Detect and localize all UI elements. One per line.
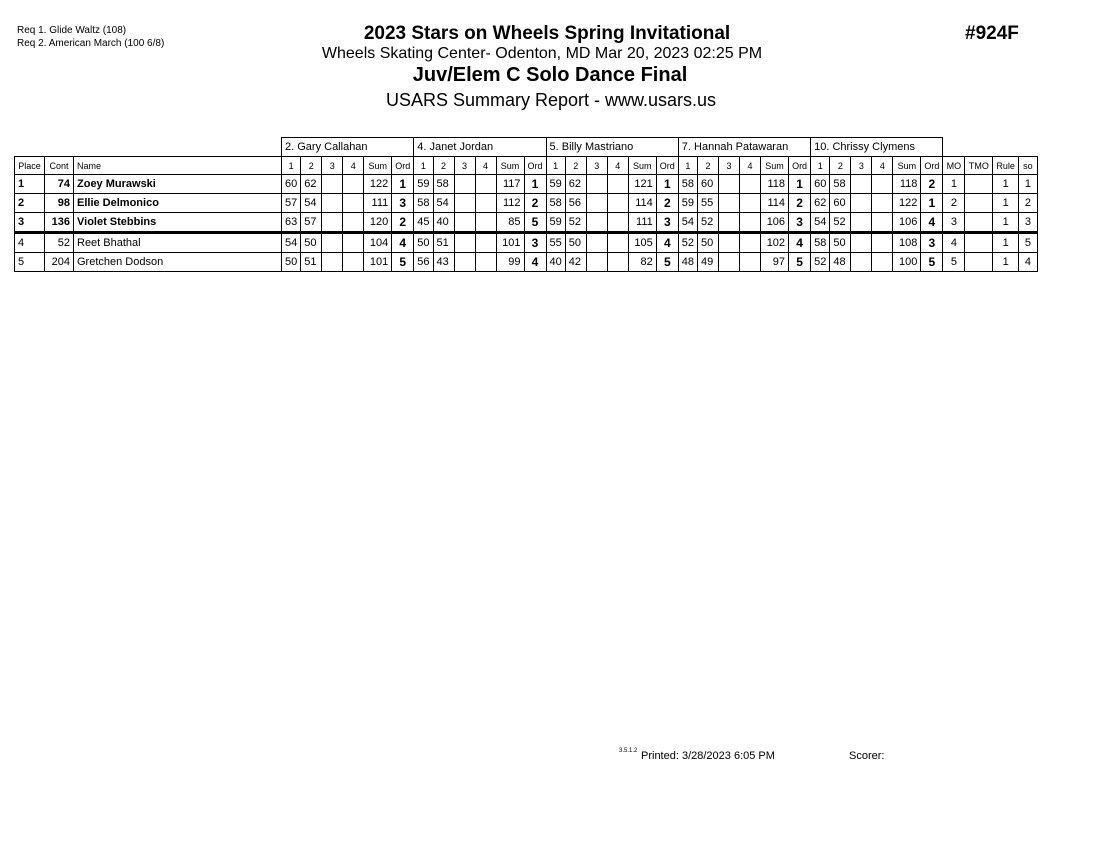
ordinal-cell: 3 [921, 233, 943, 253]
score-cell [454, 175, 475, 194]
score-cell [322, 194, 343, 213]
sum-cell: 106 [893, 213, 921, 233]
col-judge-ord: Ord [392, 157, 414, 175]
extra-cell-tmo [965, 253, 993, 272]
sum-cell: 99 [496, 253, 524, 272]
score-cell [343, 233, 364, 253]
score-cell: 45 [414, 213, 433, 233]
score-cell [719, 233, 740, 253]
col-judge-2: 2 [301, 157, 322, 175]
ordinal-cell: 4 [921, 213, 943, 233]
score-cell: 52 [830, 213, 851, 233]
score-cell [740, 175, 761, 194]
score-cell [586, 175, 607, 194]
division-title: Juv/Elem C Solo Dance Final [412, 64, 688, 86]
score-cell: 55 [546, 233, 565, 253]
score-cell [607, 213, 628, 233]
extra-cell-rule: 1 [993, 213, 1019, 233]
score-cell: 52 [678, 233, 697, 253]
score-cell: 50 [565, 233, 586, 253]
score-cell [475, 175, 496, 194]
col-judge-4: 4 [872, 157, 893, 175]
ordinal-cell: 5 [789, 253, 811, 272]
ordinal-cell: 5 [524, 213, 546, 233]
col-judge-3: 3 [586, 157, 607, 175]
printed-timestamp: Printed: 3/28/2023 6:05 PM [641, 750, 775, 762]
ordinal-cell: 4 [392, 233, 414, 253]
column-header-row [15, 157, 1038, 175]
score-cell: 59 [414, 175, 433, 194]
col-name: Name [74, 157, 282, 175]
sum-cell: 122 [893, 194, 921, 213]
extra-cell-rule: 1 [993, 253, 1019, 272]
col-judge-1: 1 [414, 157, 433, 175]
score-cell: 48 [830, 253, 851, 272]
judge-header-row [15, 138, 1038, 157]
ordinal-cell: 2 [524, 194, 546, 213]
extra-cell-tmo [965, 175, 993, 194]
col-place: Place [15, 157, 45, 175]
score-cell: 40 [546, 253, 565, 272]
sum-cell: 106 [761, 213, 789, 233]
score-cell: 51 [301, 253, 322, 272]
score-cell: 60 [830, 194, 851, 213]
sum-cell: 97 [761, 253, 789, 272]
score-cell: 59 [678, 194, 697, 213]
table-row [15, 175, 1038, 194]
score-cell [607, 253, 628, 272]
sum-cell: 122 [364, 175, 392, 194]
col-judge-ord: Ord [524, 157, 546, 175]
score-cell: 54 [811, 213, 830, 233]
score-cell: 49 [698, 253, 719, 272]
score-cell [322, 175, 343, 194]
sum-cell: 101 [364, 253, 392, 272]
table-row [15, 253, 1038, 272]
col-judge-sum: Sum [496, 157, 524, 175]
score-cell: 48 [678, 253, 697, 272]
col-judge-2: 2 [565, 157, 586, 175]
cont-cell: 136 [45, 213, 74, 233]
score-cell [454, 194, 475, 213]
score-cell: 60 [282, 175, 301, 194]
scorer-label: Scorer: [849, 750, 885, 762]
col-judge-2: 2 [698, 157, 719, 175]
place-cell: 3 [15, 213, 45, 233]
ordinal-cell: 1 [524, 175, 546, 194]
score-cell [872, 194, 893, 213]
judge-name: 5. Billy Mastriano [546, 138, 678, 157]
judge-row-spacer [943, 138, 1038, 157]
ordinal-cell: 5 [392, 253, 414, 272]
extra-cell-rule: 1 [993, 175, 1019, 194]
sum-cell: 121 [628, 175, 656, 194]
name-cell: Ellie Delmonico [74, 194, 282, 213]
score-cell [586, 213, 607, 233]
score-cell [322, 253, 343, 272]
col-judge-4: 4 [607, 157, 628, 175]
score-cell [851, 194, 872, 213]
score-cell [586, 194, 607, 213]
score-cell: 62 [811, 194, 830, 213]
judge-name: 2. Gary Callahan [282, 138, 414, 157]
score-cell [851, 213, 872, 233]
col-judge-sum: Sum [761, 157, 789, 175]
sum-cell: 120 [364, 213, 392, 233]
ordinal-cell: 1 [656, 175, 678, 194]
col-judge-3: 3 [851, 157, 872, 175]
col-judge-3: 3 [322, 157, 343, 175]
score-cell: 50 [830, 233, 851, 253]
judge-name: 4. Janet Jordan [414, 138, 546, 157]
col-judge-ord: Ord [789, 157, 811, 175]
score-cell: 56 [565, 194, 586, 213]
score-cell [851, 175, 872, 194]
sum-cell: 117 [496, 175, 524, 194]
requirement-1: Req 1. Glide Waltz (108) [17, 25, 127, 36]
score-cell: 52 [565, 213, 586, 233]
col-tmo: TMO [965, 157, 993, 175]
extra-cell-mo: 2 [943, 194, 965, 213]
col-judge-4: 4 [343, 157, 364, 175]
score-cell [586, 253, 607, 272]
score-cell: 57 [282, 194, 301, 213]
col-judge-sum: Sum [893, 157, 921, 175]
ordinal-cell: 2 [789, 194, 811, 213]
extra-cell-mo: 5 [943, 253, 965, 272]
col-judge-3: 3 [719, 157, 740, 175]
score-cell [343, 194, 364, 213]
score-cell: 40 [433, 213, 454, 233]
ordinal-cell: 3 [656, 213, 678, 233]
name-cell: Reet Bhathal [74, 233, 282, 253]
score-cell: 63 [282, 213, 301, 233]
judge-row-spacer [15, 138, 282, 157]
score-cell [475, 213, 496, 233]
score-cell [343, 213, 364, 233]
score-cell: 43 [433, 253, 454, 272]
extra-cell-so: 4 [1018, 253, 1037, 272]
score-cell: 50 [301, 233, 322, 253]
score-cell [719, 253, 740, 272]
sum-cell: 100 [893, 253, 921, 272]
score-cell: 58 [414, 194, 433, 213]
col-rule: Rule [993, 157, 1019, 175]
score-cell [719, 194, 740, 213]
extra-cell-so: 3 [1018, 213, 1037, 233]
score-cell: 62 [301, 175, 322, 194]
score-cell: 50 [414, 233, 433, 253]
score-cell: 57 [301, 213, 322, 233]
software-version: 3.5.1.2 [619, 748, 638, 754]
sum-cell: 104 [364, 233, 392, 253]
score-cell: 55 [698, 194, 719, 213]
score-cell [872, 175, 893, 194]
cont-cell: 204 [45, 253, 74, 272]
score-cell [454, 253, 475, 272]
ordinal-cell: 5 [656, 253, 678, 272]
score-cell [740, 194, 761, 213]
score-cell: 59 [546, 175, 565, 194]
table-row [15, 194, 1038, 213]
extra-cell-tmo [965, 233, 993, 253]
col-judge-sum: Sum [364, 157, 392, 175]
col-judge-1: 1 [678, 157, 697, 175]
venue-date: Wheels Skating Center- Odenton, MD Mar 20, 2023 02:25 PM [321, 45, 763, 62]
sum-cell: 105 [628, 233, 656, 253]
score-cell [872, 213, 893, 233]
col-judge-1: 1 [546, 157, 565, 175]
ordinal-cell: 5 [921, 253, 943, 272]
score-cell [607, 194, 628, 213]
score-cell: 50 [698, 233, 719, 253]
event-title: 2023 Stars on Wheels Spring Invitational [363, 23, 731, 44]
score-cell: 50 [282, 253, 301, 272]
col-judge-1: 1 [811, 157, 830, 175]
name-cell: Gretchen Dodson [74, 253, 282, 272]
score-cell [586, 233, 607, 253]
ordinal-cell: 3 [524, 233, 546, 253]
score-cell: 59 [546, 213, 565, 233]
score-cell [719, 213, 740, 233]
score-cell: 60 [698, 175, 719, 194]
sum-cell: 82 [628, 253, 656, 272]
sum-cell: 118 [761, 175, 789, 194]
score-cell [454, 233, 475, 253]
score-cell [740, 213, 761, 233]
sum-cell: 111 [364, 194, 392, 213]
table-row [15, 233, 1038, 253]
sum-cell: 114 [761, 194, 789, 213]
ordinal-cell: 4 [524, 253, 546, 272]
sum-cell: 118 [893, 175, 921, 194]
score-cell [719, 175, 740, 194]
score-cell: 54 [301, 194, 322, 213]
cont-cell: 52 [45, 233, 74, 253]
score-cell [607, 233, 628, 253]
score-cell: 54 [678, 213, 697, 233]
col-judge-ord: Ord [921, 157, 943, 175]
score-cell [343, 253, 364, 272]
score-cell [740, 253, 761, 272]
score-cell [322, 213, 343, 233]
col-judge-2: 2 [830, 157, 851, 175]
ordinal-cell: 2 [921, 175, 943, 194]
col-judge-4: 4 [740, 157, 761, 175]
col-judge-3: 3 [454, 157, 475, 175]
score-cell [343, 175, 364, 194]
score-cell: 54 [433, 194, 454, 213]
score-cell: 56 [414, 253, 433, 272]
ordinal-cell: 1 [392, 175, 414, 194]
extra-cell-rule: 1 [993, 194, 1019, 213]
report-title: USARS Summary Report - www.usars.us [385, 90, 717, 110]
cont-cell: 74 [45, 175, 74, 194]
sum-cell: 101 [496, 233, 524, 253]
col-judge-1: 1 [282, 157, 301, 175]
col-so: so [1018, 157, 1037, 175]
extra-cell-tmo [965, 213, 993, 233]
score-cell: 42 [565, 253, 586, 272]
score-cell [872, 233, 893, 253]
ordinal-cell: 1 [921, 194, 943, 213]
score-cell: 62 [565, 175, 586, 194]
sum-cell: 102 [761, 233, 789, 253]
col-cont: Cont [45, 157, 74, 175]
place-cell: 2 [15, 194, 45, 213]
judge-name: 10. Chrissy Clymens [811, 138, 943, 157]
score-cell: 58 [811, 233, 830, 253]
col-judge-sum: Sum [628, 157, 656, 175]
place-cell: 4 [15, 233, 45, 253]
extra-cell-mo: 3 [943, 213, 965, 233]
score-cell [475, 233, 496, 253]
ordinal-cell: 3 [789, 213, 811, 233]
score-cell [872, 253, 893, 272]
ordinal-cell: 4 [789, 233, 811, 253]
col-judge-2: 2 [433, 157, 454, 175]
score-cell [322, 233, 343, 253]
requirement-2: Req 2. American March (100 6/8) [17, 38, 165, 49]
col-judge-ord: Ord [656, 157, 678, 175]
score-cell: 52 [698, 213, 719, 233]
score-cell: 58 [546, 194, 565, 213]
name-cell: Zoey Murawski [74, 175, 282, 194]
score-cell [851, 253, 872, 272]
sum-cell: 108 [893, 233, 921, 253]
extra-cell-mo: 1 [943, 175, 965, 194]
results-table [14, 137, 1038, 272]
col-mo: MO [943, 157, 965, 175]
score-cell [475, 253, 496, 272]
score-cell [607, 175, 628, 194]
col-judge-4: 4 [475, 157, 496, 175]
ordinal-cell: 1 [789, 175, 811, 194]
ordinal-cell: 2 [392, 213, 414, 233]
cont-cell: 98 [45, 194, 74, 213]
ordinal-cell: 4 [656, 233, 678, 253]
extra-cell-mo: 4 [943, 233, 965, 253]
extra-cell-so: 2 [1018, 194, 1037, 213]
extra-cell-tmo [965, 194, 993, 213]
table-row [15, 213, 1038, 233]
ordinal-cell: 2 [656, 194, 678, 213]
score-cell: 58 [433, 175, 454, 194]
score-cell [740, 233, 761, 253]
sum-cell: 85 [496, 213, 524, 233]
event-code: #924F [965, 23, 1019, 44]
score-cell [851, 233, 872, 253]
place-cell: 1 [15, 175, 45, 194]
sum-cell: 114 [628, 194, 656, 213]
score-cell [475, 194, 496, 213]
score-cell: 58 [830, 175, 851, 194]
ordinal-cell: 3 [392, 194, 414, 213]
extra-cell-so: 1 [1018, 175, 1037, 194]
sum-cell: 112 [496, 194, 524, 213]
score-cell: 58 [678, 175, 697, 194]
sum-cell: 111 [628, 213, 656, 233]
place-cell: 5 [15, 253, 45, 272]
name-cell: Violet Stebbins [74, 213, 282, 233]
score-cell: 54 [282, 233, 301, 253]
score-cell: 51 [433, 233, 454, 253]
score-cell [454, 213, 475, 233]
score-cell: 60 [811, 175, 830, 194]
judge-name: 7. Hannah Patawaran [678, 138, 810, 157]
extra-cell-so: 5 [1018, 233, 1037, 253]
score-cell: 52 [811, 253, 830, 272]
extra-cell-rule: 1 [993, 233, 1019, 253]
